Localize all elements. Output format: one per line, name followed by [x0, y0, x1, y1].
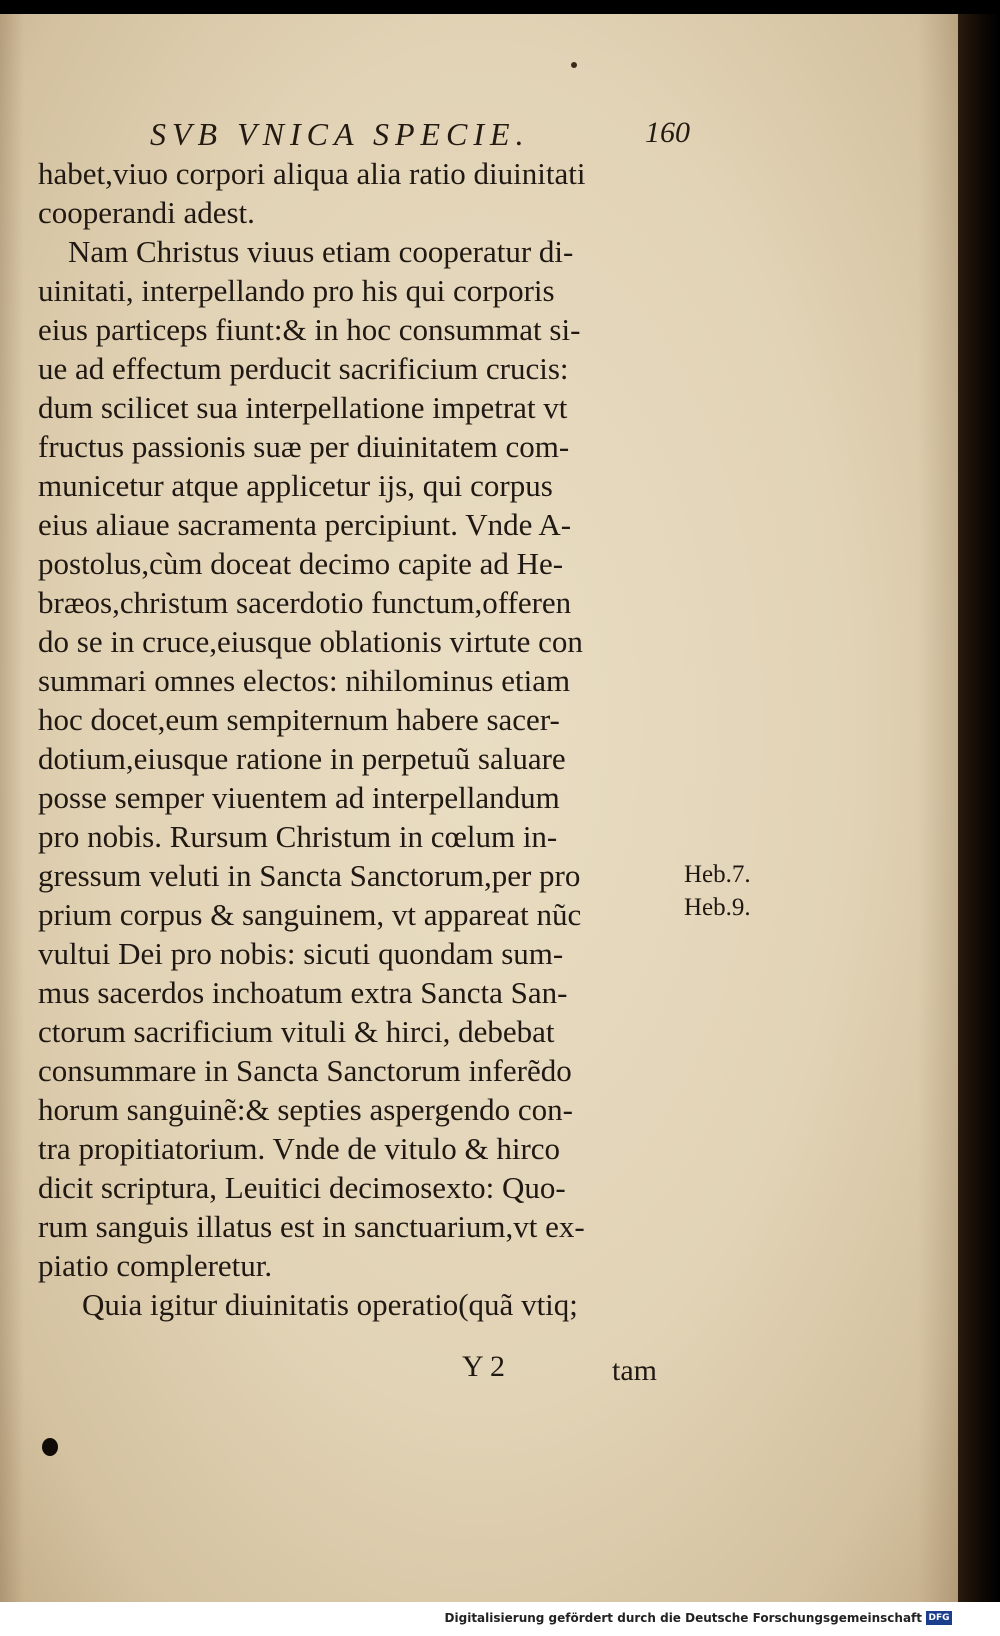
book-page [0, 14, 958, 1602]
text-line: dicit scriptura, Leuitici decimosexto: Quo- [38, 1170, 566, 1205]
text-line: dum scilicet sua interpellatione impetrat vt [38, 390, 568, 425]
text-line: eius particeps fiunt:& in hoc consummat si- [38, 312, 581, 347]
page-number: 160 [645, 116, 690, 149]
running-title: SVB VNICA SPECIE. [150, 116, 530, 152]
text-line: horum sanguinẽ:& septies aspergendo con- [38, 1092, 573, 1127]
book-edge [958, 14, 1000, 1602]
catchword: tam [612, 1354, 657, 1387]
ink-blot [42, 1438, 58, 1456]
text-line: vultui Dei pro nobis: sicuti quondam sum- [38, 936, 564, 971]
text-line: posse semper viuentem ad interpellandum [38, 780, 560, 815]
page-header [150, 116, 690, 156]
text-line: summari omnes electos: nihilominus etiam [38, 663, 571, 698]
text-line: postolus,cùm doceat decimo capite ad He- [38, 546, 564, 581]
margin-note: Heb.7. [684, 861, 751, 888]
text-line: Quia igitur diuinitatis operatio(quã vtiq; [82, 1287, 578, 1322]
text-line: uinitati, interpellando pro his qui corporis [38, 273, 555, 308]
ink-speck [571, 62, 577, 68]
text-line: ue ad effectum perducit sacrificium crucis: [38, 351, 569, 386]
margin-references [684, 858, 794, 924]
catchline [0, 1350, 958, 1390]
text-line: fructus passionis suæ per diuinitatem com- [38, 429, 570, 464]
text-line: consummare in Sancta Sanctorum inferẽdo [38, 1053, 572, 1088]
text-line: do se in cruce,eiusque oblationis virtute con [38, 624, 583, 659]
footer-bar [0, 1602, 1000, 1636]
text-line: mus sacerdos inchoatum extra Sancta San- [38, 975, 568, 1010]
main-text-block [38, 154, 678, 1324]
text-line: habet,viuo corpori aliqua alia ratio diuinitati [38, 156, 586, 191]
margin-note: Heb.9. [684, 894, 751, 921]
text-line: bræos,christum sacerdotio functum,offeren [38, 585, 572, 620]
text-line: Nam Christus viuus etiam cooperatur di- [68, 234, 574, 269]
text-line: cooperandi adest. [38, 195, 255, 230]
text-line: tra propitiatorium. Vnde de vitulo & hirco [38, 1131, 561, 1166]
text-line: municetur atque applicetur ijs, qui corpus [38, 468, 553, 503]
text-line: rum sanguis illatus est in sanctuarium,vt ex- [38, 1209, 585, 1244]
text-line: eius aliaue sacramenta percipiunt. Vnde A- [38, 507, 572, 542]
signature-mark: Y 2 [462, 1350, 506, 1383]
text-line: ctorum sacrificium vituli & hirci, debebat [38, 1014, 555, 1049]
text-line: dotium,eiusque ratione in perpetuũ saluare [38, 741, 566, 776]
dfg-logo: DFG [926, 1611, 952, 1625]
funding-credit: Digitalisierung gefördert durch die Deutsche Forschungsgemeinschaft [444, 1611, 922, 1625]
text-line: pro nobis. Rursum Christum in cœlum in- [38, 819, 558, 854]
text-line: prium corpus & sanguinem, vt appareat nũc [38, 897, 582, 932]
text-line: piatio compleretur. [38, 1248, 273, 1283]
text-line: gressum veluti in Sancta Sanctorum,per pro [38, 858, 581, 893]
text-line: hoc docet,eum sempiternum habere sacer- [38, 702, 560, 737]
